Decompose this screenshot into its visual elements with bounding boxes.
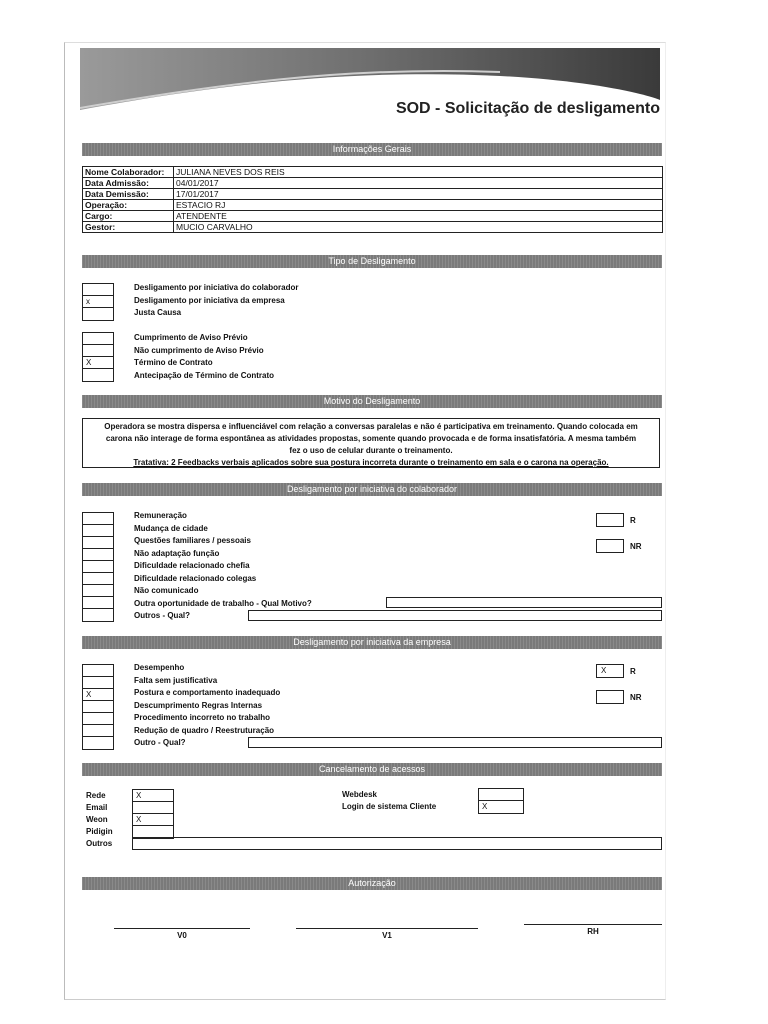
empresa-labels: Desempenho Falta sem justificativa Postura e comportamento inadequado Descumprimento Regras Internas Procedimento incorreto no trabalho Redução de quadro / Reestruturação Outro - Qual? [134,663,281,747]
checkbox[interactable] [83,713,113,725]
checkbox[interactable] [83,284,113,296]
section-header-info: Informações Gerais [82,143,662,156]
section-header-colab: Desligamento por iniciativa do colaborador [82,483,662,496]
section-header-empresa: Desligamento por iniciativa da empresa [82,636,662,649]
signature-v0: V0 [114,928,250,940]
signature-v1: V1 [296,928,478,940]
section-header-tipo: Tipo de Desligamento [82,255,662,268]
checkbox[interactable] [83,677,113,689]
tipo2-labels: Cumprimento de Aviso Prévio Não cumprimento de Aviso Prévio Término de Contrato Antecipação de Término de Contrato [134,333,275,380]
access-left-checkboxes [132,789,174,839]
info-row: Nome Colaborador: JULIANA NEVES DOS REIS [83,167,663,178]
checkbox[interactable] [83,513,113,525]
section-header-motivo: Motivo do Desligamento [82,395,662,408]
section-header-autorizacao: Autorização [82,877,662,890]
outros-qual-field[interactable] [248,610,662,621]
checkbox[interactable] [83,737,113,749]
r-label: R [630,516,636,525]
checkbox-login-cliente[interactable]: X [482,802,488,811]
tipo1-checkboxes [82,283,114,321]
info-row: Gestor: MUCIO CARVALHO [83,222,663,233]
nr-checkbox[interactable] [596,539,624,553]
nr-label: NR [630,693,642,702]
r-label: R [630,667,636,676]
r-checkbox[interactable]: X [596,664,624,678]
checkbox[interactable] [83,725,113,737]
empresa-checkboxes [82,664,114,750]
tipo2-checkboxes [82,332,114,382]
checkbox[interactable] [83,537,113,549]
info-row: Data Admissão: 04/01/2017 [83,178,663,189]
outra-oportunidade-field[interactable] [386,597,662,608]
checkbox[interactable] [83,525,113,537]
signature-rh: RH [524,924,662,936]
outro-qual-field[interactable] [248,737,662,748]
access-left-labels: Rede Email Weon Pidigin Outros [86,791,113,848]
nr-checkbox[interactable] [596,690,624,704]
info-table [82,166,663,233]
info-row: Operação: ESTACIO RJ [83,200,663,211]
checkbox[interactable]: x [83,296,113,308]
checkbox[interactable] [83,701,113,713]
motivo-text-box: Operadora se mostra dispersa e influenciável com relação a conversas paralelas e não é participativa em treinamento. Quando colocada em carona não interage de forma espontânea as atividades propostas, somente quando provocada e de forma insatisfatória. A mesma também fez o uso de celular durante o treinamento. Tratativa: 2 Feedbacks verbais aplicados sobre sua postura incorreta durante o treinamento em sala e o carona na operação. [82,418,660,468]
checkbox[interactable] [83,609,113,621]
checkbox[interactable] [83,561,113,573]
checkbox-rede[interactable]: X [133,790,173,802]
checkbox-weon[interactable]: X [133,814,173,826]
checkbox-outros-field[interactable] [132,837,662,850]
colab-checkboxes [82,512,114,622]
checkbox[interactable] [83,597,113,609]
r-checkbox[interactable] [596,513,624,527]
page-title: SOD - Solicitação de desligamento [395,100,660,117]
access-right-labels: Webdesk Login de sistema Cliente [342,790,437,811]
tipo1-labels: Desligamento por iniciativa do colaborador Desligamento por iniciativa da empresa Justa Causa [134,283,299,317]
access-right-checkboxes [478,788,524,814]
checkbox[interactable] [83,333,113,345]
checkbox-email[interactable] [133,802,173,814]
checkbox[interactable]: X [83,689,113,701]
info-row: Cargo: ATENDENTE [83,211,663,222]
section-header-acessos: Cancelamento de acessos [82,763,662,776]
info-row: Data Demissão: 17/01/2017 [83,189,663,200]
nr-label: NR [630,542,642,551]
checkbox[interactable] [83,345,113,357]
checkbox[interactable] [83,573,113,585]
checkbox-webdesk[interactable] [479,789,523,801]
checkbox[interactable] [83,549,113,561]
checkbox[interactable] [83,585,113,597]
checkbox[interactable] [83,665,113,677]
checkbox[interactable]: X [83,357,113,369]
checkbox[interactable] [83,369,113,381]
colab-labels: Remuneração Mudança de cidade Questões familiares / pessoais Não adaptação função Dificuldade relacionado chefia Dificuldade relacionado colegas Não comunicado Outra oportunidade de trabalho - Qual Motivo? Outros - Qual? [134,511,312,620]
checkbox[interactable] [83,308,113,320]
